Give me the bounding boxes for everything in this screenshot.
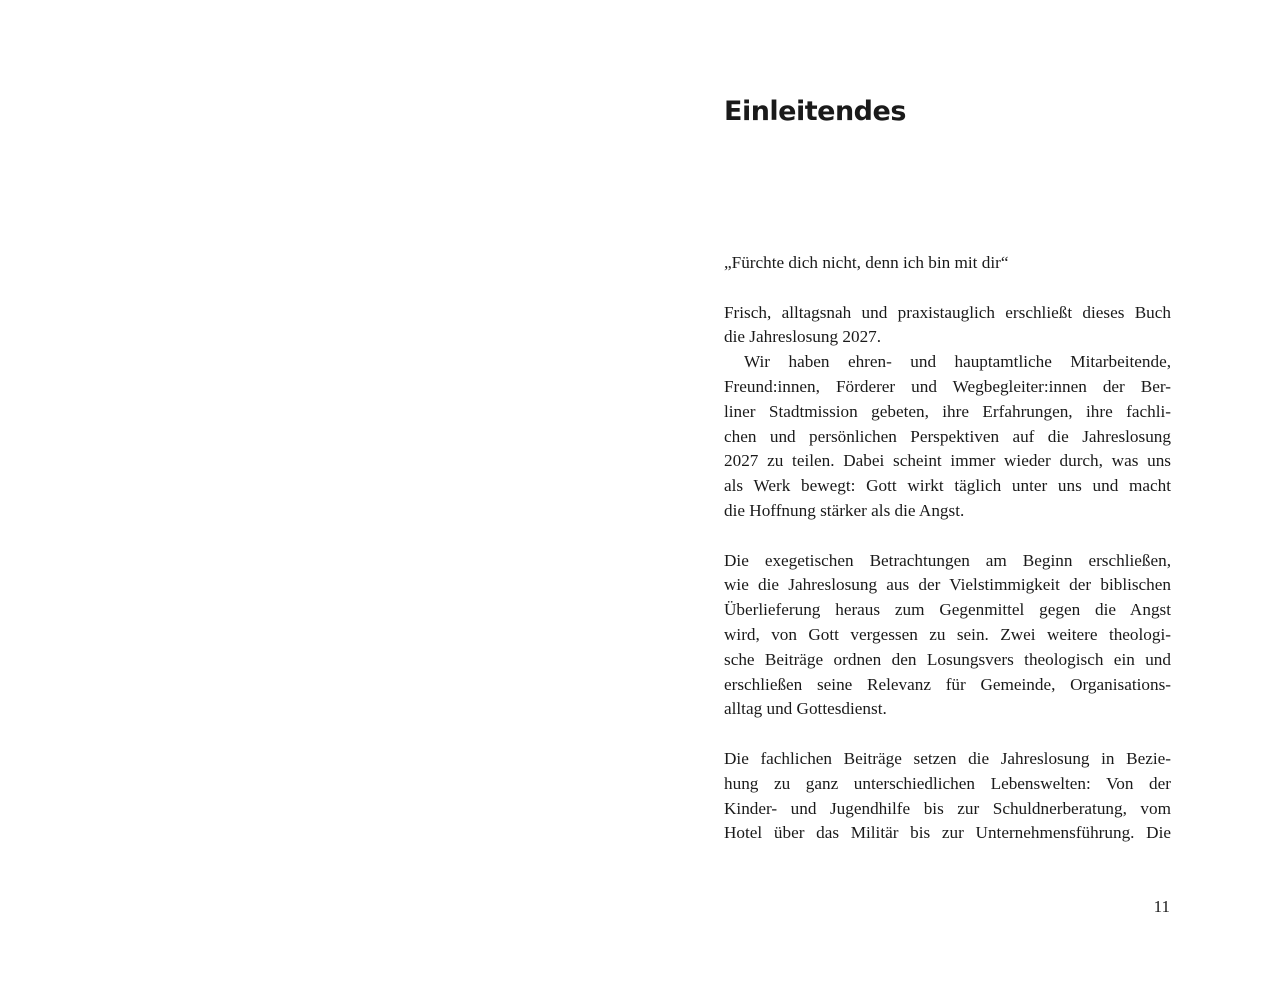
page-number: 11	[1153, 897, 1170, 916]
text-line: Die exegetischen Betrachtungen am Beginn erschließen,	[724, 550, 1171, 570]
body-text	[724, 251, 1171, 846]
paragraph-3	[724, 549, 1171, 723]
text-line: chen und persönlichen Perspektiven auf die Jahreslosung	[724, 426, 1171, 446]
text-line: alltag und Gottesdienst.	[724, 699, 887, 719]
text-line: die Hoffnung stärker als die Angst.	[724, 500, 965, 520]
paragraph-gap	[724, 276, 1171, 301]
text-line: Die fachlichen Beiträge setzen die Jahreslosung in Bezie-	[724, 748, 1171, 768]
paragraph-4	[724, 747, 1171, 846]
text-line: Frisch, alltagsnah und praxistauglich erschließt dieses Buch	[724, 302, 1171, 322]
text-line: Wir haben ehren- und hauptamtliche Mitarbeitende,	[744, 352, 1171, 372]
text-line: Überlieferung heraus zum Gegenmittel gegen die Angst	[724, 600, 1171, 620]
text-line: als Werk bewegt: Gott wirkt täglich unter uns und macht	[724, 476, 1171, 496]
right-page	[640, 0, 1280, 988]
text-line: 2027 zu teilen. Dabei scheint immer wieder durch, was uns	[724, 451, 1171, 471]
text-line: hung zu ganz unterschiedlichen Lebenswelten: Von der	[724, 773, 1171, 793]
chapter-heading: Einleitendes	[724, 96, 906, 127]
paragraph-gap	[724, 722, 1171, 747]
text-line: Kinder- und Jugendhilfe bis zur Schuldnerberatung, vom	[724, 798, 1171, 818]
paragraph-gap	[724, 524, 1171, 549]
text-line: Freund:innen, Förderer und Wegbegleiter:innen der Ber-	[724, 376, 1171, 396]
paragraph-2	[724, 350, 1171, 524]
paragraph-1	[724, 301, 1171, 351]
text-line: wie die Jahreslosung aus der Vielstimmigkeit der biblischen	[724, 575, 1171, 595]
text-line: die Jahreslosung 2027.	[724, 327, 882, 347]
text-line: Hotel über das Militär bis zur Unternehmensführung. Die	[724, 823, 1171, 843]
text-line: erschließen seine Relevanz für Gemeinde, Organisations-	[724, 674, 1171, 694]
epigraph-quote: „Fürchte dich nicht, denn ich bin mit dir“	[724, 253, 1009, 272]
text-line: sche Beiträge ordnen den Losungsvers theologisch ein und	[724, 649, 1171, 669]
text-line: wird, von Gott vergessen zu sein. Zwei weitere theologi-	[724, 624, 1171, 644]
text-line: liner Stadtmission gebeten, ihre Erfahrungen, ihre fachli-	[724, 401, 1171, 421]
